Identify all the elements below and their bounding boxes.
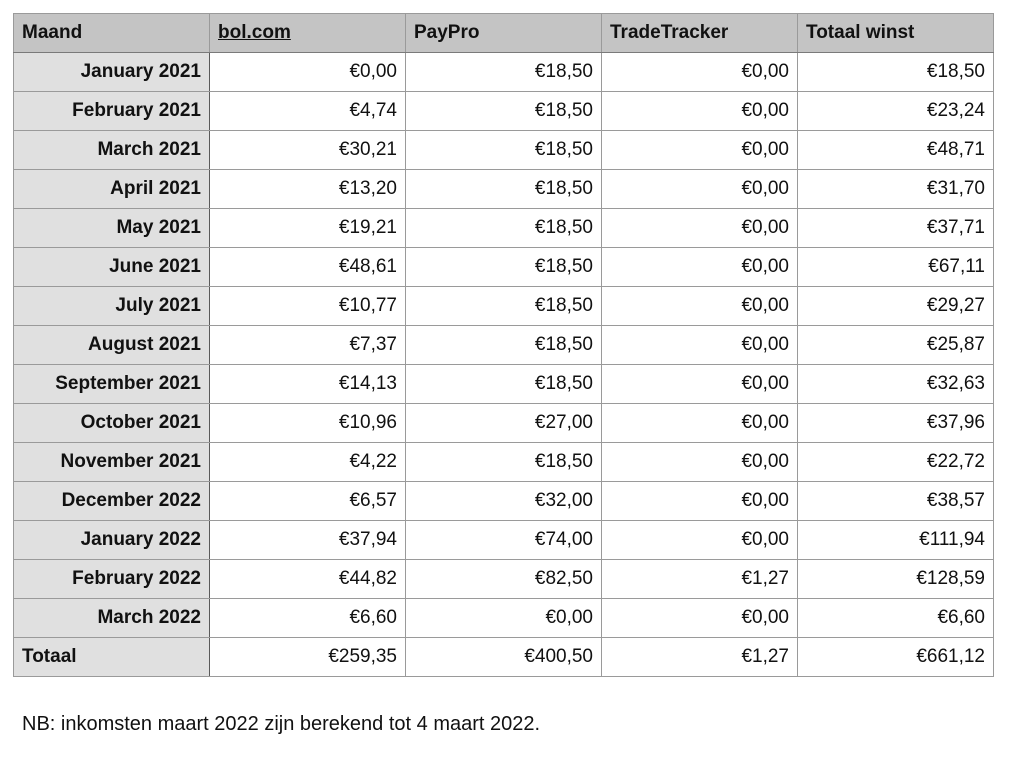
table-row [14,482,994,521]
table-row [14,365,994,404]
footnote-text: NB: inkomsten maart 2022 zijn berekend tot 4 maart 2022. [22,713,541,735]
total-label-cell[interactable]: Totaal [14,638,210,677]
total-row [14,638,994,677]
cell-bol-com[interactable]: €10,77 [210,287,406,326]
bol-com-link[interactable]: bol.com [218,22,291,43]
cell-tradetracker[interactable]: €1,27 [602,560,798,599]
cell-paypro[interactable]: €18,50 [406,443,602,482]
table-row [14,92,994,131]
spreadsheet-table-container [13,13,994,677]
month-label-cell[interactable]: July 2021 [14,287,210,326]
month-label-cell[interactable]: March 2022 [14,599,210,638]
cell-bol-com[interactable]: €7,37 [210,326,406,365]
cell-totaal-winst[interactable]: €32,63 [798,365,994,404]
month-label-cell[interactable]: December 2022 [14,482,210,521]
cell-tradetracker[interactable]: €0,00 [602,92,798,131]
table-row [14,131,994,170]
month-label-cell[interactable]: May 2021 [14,209,210,248]
cell-tradetracker[interactable]: €0,00 [602,53,798,92]
cell-paypro[interactable]: €18,50 [406,248,602,287]
table-row [14,443,994,482]
cell-paypro[interactable]: €74,00 [406,521,602,560]
cell-totaal-winst[interactable]: €37,96 [798,404,994,443]
cell-bol-com[interactable]: €14,13 [210,365,406,404]
cell-bol-com[interactable]: €10,96 [210,404,406,443]
cell-tradetracker[interactable]: €0,00 [602,443,798,482]
cell-totaal-winst[interactable]: €18,50 [798,53,994,92]
header-cell-bol-com[interactable] [210,14,406,53]
table-row [14,326,994,365]
cell-totaal-winst[interactable]: €128,59 [798,560,994,599]
month-label-cell[interactable]: August 2021 [14,326,210,365]
cell-paypro[interactable]: €18,50 [406,209,602,248]
cell-paypro[interactable]: €27,00 [406,404,602,443]
cell-tradetracker[interactable]: €0,00 [602,209,798,248]
cell-tradetracker[interactable]: €0,00 [602,248,798,287]
month-label-cell[interactable]: November 2021 [14,443,210,482]
cell-totaal-winst[interactable]: €111,94 [798,521,994,560]
header-cell-tradetracker[interactable]: TradeTracker [602,14,798,53]
total-cell-paypro[interactable]: €400,50 [406,638,602,677]
table-row [14,599,994,638]
cell-bol-com[interactable]: €4,74 [210,92,406,131]
total-cell-tradetracker[interactable]: €1,27 [602,638,798,677]
cell-bol-com[interactable]: €4,22 [210,443,406,482]
cell-tradetracker[interactable]: €0,00 [602,170,798,209]
cell-tradetracker[interactable]: €0,00 [602,287,798,326]
cell-totaal-winst[interactable]: €29,27 [798,287,994,326]
cell-tradetracker[interactable]: €0,00 [602,404,798,443]
header-cell-maand[interactable]: Maand [14,14,210,53]
month-label-cell[interactable]: October 2021 [14,404,210,443]
month-label-cell[interactable]: June 2021 [14,248,210,287]
cell-bol-com[interactable]: €0,00 [210,53,406,92]
cell-tradetracker[interactable]: €0,00 [602,599,798,638]
cell-totaal-winst[interactable]: €67,11 [798,248,994,287]
table-row [14,53,994,92]
cell-paypro[interactable]: €18,50 [406,131,602,170]
table-row [14,521,994,560]
table-row [14,209,994,248]
header-row [14,14,994,53]
cell-tradetracker[interactable]: €0,00 [602,131,798,170]
month-label-cell[interactable]: February 2022 [14,560,210,599]
cell-tradetracker[interactable]: €0,00 [602,326,798,365]
cell-totaal-winst[interactable]: €23,24 [798,92,994,131]
cell-bol-com[interactable]: €48,61 [210,248,406,287]
cell-bol-com[interactable]: €37,94 [210,521,406,560]
cell-paypro[interactable]: €18,50 [406,92,602,131]
month-label-cell[interactable]: April 2021 [14,170,210,209]
cell-paypro[interactable]: €82,50 [406,560,602,599]
cell-bol-com[interactable]: €13,20 [210,170,406,209]
cell-bol-com[interactable]: €44,82 [210,560,406,599]
table-row [14,248,994,287]
cell-totaal-winst[interactable]: €48,71 [798,131,994,170]
month-label-cell[interactable]: January 2021 [14,53,210,92]
total-cell-bol-com[interactable]: €259,35 [210,638,406,677]
cell-totaal-winst[interactable]: €37,71 [798,209,994,248]
cell-paypro[interactable]: €18,50 [406,53,602,92]
header-cell-totaal-winst[interactable]: Totaal winst [798,14,994,53]
header-cell-paypro[interactable]: PayPro [406,14,602,53]
cell-totaal-winst[interactable]: €31,70 [798,170,994,209]
table-row [14,287,994,326]
table-row [14,404,994,443]
cell-totaal-winst[interactable]: €22,72 [798,443,994,482]
cell-paypro[interactable]: €32,00 [406,482,602,521]
cell-paypro[interactable]: €18,50 [406,326,602,365]
cell-bol-com[interactable]: €19,21 [210,209,406,248]
total-cell-totaal-winst[interactable]: €661,12 [798,638,994,677]
month-label-cell[interactable]: February 2021 [14,92,210,131]
cell-paypro[interactable]: €0,00 [406,599,602,638]
month-label-cell[interactable]: March 2021 [14,131,210,170]
table-row [14,560,994,599]
month-label-cell[interactable]: September 2021 [14,365,210,404]
cell-tradetracker[interactable]: €0,00 [602,482,798,521]
cell-paypro[interactable]: €18,50 [406,365,602,404]
cell-bol-com[interactable]: €6,57 [210,482,406,521]
cell-tradetracker[interactable]: €0,00 [602,365,798,404]
cell-paypro[interactable]: €18,50 [406,287,602,326]
income-table [13,13,994,677]
table-row [14,170,994,209]
cell-bol-com[interactable]: €6,60 [210,599,406,638]
cell-totaal-winst[interactable]: €25,87 [798,326,994,365]
month-label-cell[interactable]: January 2022 [14,521,210,560]
cell-totaal-winst[interactable]: €38,57 [798,482,994,521]
cell-totaal-winst[interactable]: €6,60 [798,599,994,638]
cell-paypro[interactable]: €18,50 [406,170,602,209]
cell-bol-com[interactable]: €30,21 [210,131,406,170]
cell-tradetracker[interactable]: €0,00 [602,521,798,560]
table-body [14,53,994,638]
